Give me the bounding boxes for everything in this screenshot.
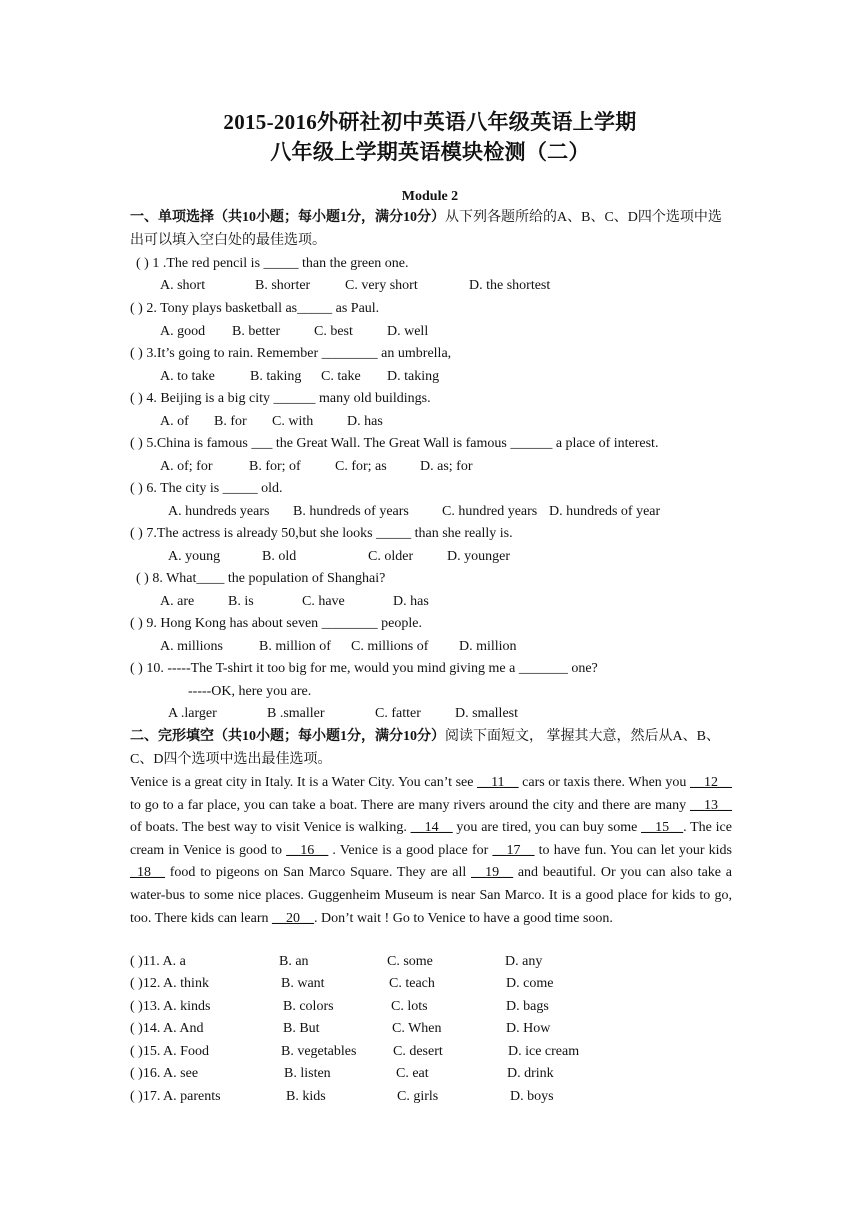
option-a: A .larger [168, 706, 217, 721]
option-c: C. older [368, 549, 414, 564]
option-c: C. some [387, 954, 433, 969]
question-stem: ( ) 1 .The red pencil is _____ than the green one. [136, 256, 409, 271]
blank-14: __14__ [410, 820, 453, 836]
blank-18: _18__ [130, 865, 165, 881]
option-d: D. any [505, 954, 543, 969]
blank-11: __11__ [477, 775, 519, 790]
option-d: D. million [459, 639, 517, 654]
option-c: C. teach [389, 976, 435, 991]
option-a: A. millions [160, 639, 224, 654]
option-d: D. has [393, 594, 429, 609]
question-stem: ( ) 3.It’s going to rain. Remember ________ an umbrella, [130, 346, 452, 361]
blank-13: __13__ [690, 797, 732, 813]
option-a: A. hundreds years [168, 504, 270, 519]
option-a: A. of; for [160, 459, 213, 474]
question-stem: ( )16. A. see [130, 1066, 199, 1081]
passage-text: and beautiful. Or you can also take a water-bus to some nice places. Guggenheim Museum is near San Marco. It is a good place for kids to go, too. There kids can learn [130, 865, 732, 926]
question-stem: ( )12. A. think [130, 976, 209, 991]
blank-12: __12__ [690, 775, 732, 790]
option-a: A. good [160, 324, 206, 339]
option-c: C. When [392, 1021, 442, 1036]
option-a: A. to take [160, 369, 215, 384]
option-c: C. have [302, 594, 345, 609]
section1-heading-bold: 一、单项选择（共10小题；每小题1分，满分10分） [130, 210, 445, 225]
blank-16: __16__ [286, 842, 329, 858]
question-stem: ( ) 5.China is famous ___ the Great Wall. The Great Wall is famous ______ a place of interest. [130, 436, 659, 451]
question-stem: ( )11. A. a [130, 954, 186, 969]
option-b: B. million of [259, 639, 331, 654]
question-stem: ( ) 8. What____ the population of Shanghai? [136, 571, 386, 586]
option-b: B. an [279, 954, 309, 969]
option-d: D. as; for [420, 459, 473, 474]
option-b: B. is [228, 594, 254, 609]
option-b: B. taking [250, 369, 302, 384]
option-c: C. lots [391, 999, 428, 1014]
passage-text: . Venice is a good place for [328, 842, 493, 858]
section2-heading-bold: 二、完形填空（共10小题；每小题1分，满分10分） [130, 729, 445, 744]
passage-text: . Don’t wait ! Go to Venice to have a good time soon. [314, 910, 613, 926]
question-stem: ( )15. A. Food [130, 1044, 209, 1059]
option-b: B. vegetables [281, 1044, 357, 1059]
dialogue-reply: -----OK, here you are. [188, 684, 312, 699]
option-b: B. colors [283, 999, 334, 1014]
passage-text: cars or taxis there. When you [518, 775, 690, 790]
option-c: C. with [272, 414, 314, 429]
option-c: C. very short [345, 278, 418, 293]
question-stem: ( ) 2. Tony plays basketball as_____ as Paul. [130, 301, 380, 316]
option-c: C. millions of [351, 639, 429, 654]
option-a: A. of [160, 414, 189, 429]
question-stem: ( ) 7.The actress is already 50,but she looks _____ than she really is. [130, 526, 513, 541]
option-c: C. fatter [375, 706, 421, 721]
option-d: D. younger [447, 549, 510, 564]
option-b: B .smaller [267, 706, 325, 721]
option-c: C. best [314, 324, 353, 339]
option-b: B. hundreds of years [293, 504, 409, 519]
option-c: C. eat [396, 1066, 429, 1081]
option-d: D. come [506, 976, 554, 991]
question-stem: ( ) 6. The city is _____ old. [130, 481, 283, 496]
document-subtitle: 八年级上学期英语模块检测（二） [270, 140, 590, 164]
option-d: D. the shortest [469, 278, 551, 293]
option-b: B. listen [284, 1066, 331, 1081]
option-b: B. shorter [255, 278, 311, 293]
blank-15: __15__ [641, 820, 684, 836]
section1-heading-instructions: 从下列各题所给的A、B、C、D四个选项中选出可以填入空白处的最佳选项。 [130, 210, 722, 248]
passage-text: you are tired, you can buy some [452, 820, 642, 836]
option-b: B. want [281, 976, 325, 991]
section1-heading [130, 207, 732, 252]
question-stem: ( ) 4. Beijing is a big city ______ many old buildings. [130, 391, 431, 406]
option-d: D. boys [510, 1089, 554, 1104]
blank-20: __20__ [272, 910, 315, 926]
passage-text: food to pigeons on San Marco Square. They are all [165, 865, 472, 881]
module-heading: Module 2 [401, 189, 459, 204]
question-stem: ( )17. A. parents [130, 1089, 221, 1104]
passage-text: to have fun. You can let your kids [534, 842, 732, 858]
option-d: D. hundreds of year [549, 504, 661, 519]
cloze-passage [130, 772, 732, 930]
blank-19: __19__ [471, 865, 514, 881]
question-stem: ( ) 9. Hong Kong has about seven ________ people. [130, 616, 423, 631]
option-d: D. ice cream [508, 1044, 580, 1059]
option-b: B. kids [286, 1089, 326, 1104]
document-title: 2015-2016外研社初中英语八年级英语上学期 [223, 110, 637, 134]
blank-17: __17__ [492, 842, 535, 858]
question-stem: ( )13. A. kinds [130, 999, 211, 1014]
option-c: C. hundred years [442, 504, 538, 519]
option-c: C. desert [393, 1044, 443, 1059]
option-b: B. But [283, 1021, 320, 1036]
passage-text: Venice is a great city in Italy. It is a Water City. You can’t see [130, 775, 478, 790]
passage-text: of boats. The best way to visit Venice is walking. [130, 820, 411, 836]
option-c: C. girls [397, 1089, 439, 1104]
option-d: D. bags [506, 999, 549, 1014]
question-stem: ( )14. A. And [130, 1021, 204, 1036]
section2-heading-instructions: 阅读下面短文， 掌握其大意，然后从A、B、C、D四个选项中选出最佳选项。 [130, 729, 720, 767]
passage-text: . The ice cream in Venice is good to [130, 820, 732, 858]
option-a: A. short [160, 278, 206, 293]
section2-heading [130, 726, 732, 771]
option-a: A. are [160, 594, 195, 609]
option-d: D. smallest [455, 706, 518, 721]
option-d: D. has [347, 414, 383, 429]
option-b: B. for [214, 414, 247, 429]
option-d: D. taking [387, 369, 440, 384]
passage-text: to go to a far place, you can take a boat. There are many rivers around the city and there are many [130, 797, 690, 813]
option-d: D. drink [507, 1066, 554, 1081]
question-stem: ( ) 10. -----The T-shirt it too big for me, would you mind giving me a _______ one? [130, 661, 598, 676]
option-c: C. for; as [335, 459, 387, 474]
option-a: A. young [168, 549, 221, 564]
option-d: D. How [506, 1021, 551, 1036]
option-b: B. old [262, 549, 297, 564]
option-d: D. well [387, 324, 429, 339]
option-b: B. for; of [249, 459, 301, 474]
option-b: B. better [232, 324, 281, 339]
option-c: C. take [321, 369, 361, 384]
